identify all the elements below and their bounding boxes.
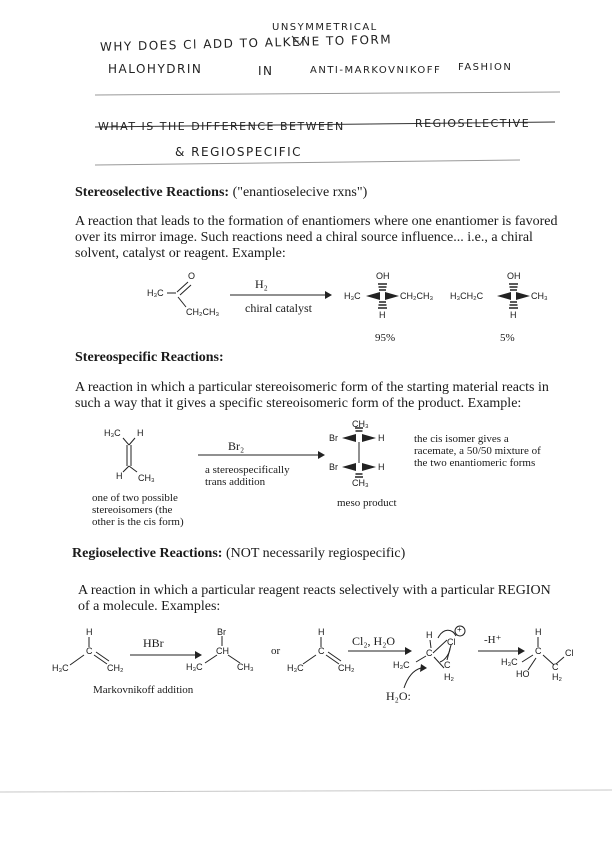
meso-product-label: meso product [337, 497, 397, 509]
stereospecific-body: A reaction in which a particular stereoisomeric form of the starting material reacts in such a way that it gives a specific stereoisomeric form of the product. Example: [75, 380, 549, 411]
regioselective-heading-note: (NOT necessarily regiospecific) [225, 546, 406, 561]
h2-reagent: H₂ [255, 277, 268, 291]
hw-line-1: WHY DOES Cl ADD TO ALKENE TO FORM [99, 32, 393, 54]
chiral-catalyst-label: chiral catalyst [245, 301, 312, 315]
hbr-reagent: HBr [143, 636, 164, 650]
hw-line-3b: REGIOSELECTIVE [415, 117, 531, 130]
hw-line-2a: HALOHYDRIN [108, 62, 203, 76]
stereoselective-heading-note: ("enantioselecive rxns") [232, 185, 368, 200]
markovnikoff-label: Markovnikoff addition [93, 684, 194, 696]
hw-line-4: & REGIOSPECIFIC [175, 145, 303, 159]
cl2-h2o-reagent: Cl₂, H₂O [352, 634, 396, 648]
or-label: or [271, 645, 281, 657]
water-nucleophile: H₂O: [386, 689, 411, 703]
hw-line-3a: WHAT IS THE DIFFERENCE BETWEEN [98, 120, 345, 133]
page: UNSYMMETRICAL WHY DOES Cl ADD TO ALKENE TO FORM HALOHYDRIN IN ANTI-MARKOVNIKOFF FASHION WHAT IS THE DIFFERENCE BETWEEN REGIOSELECTIVE & REGIOSPECIFIC Stereoselective Reactions: ("enantioselecive rxns") A reaction that leads to the formation of enantiomers where one enantiomer is favored over its mirror image. Such reactions need a chiral source influence... i.e., a chiral solvent, catalyst or reagent. Example: O H₃C CH₂CH₃ H₂ chiral catalyst OH H₃C CH₂CH₃ H 95% OH H₃CH₂C CH₃ H 5% Stereospecific Reactions: A reaction in which a particular stereoisomeric form of the starting material reacts in such a way that it gives a specific stereoisomeric form of the product. Example: H₃C H H CH₃ one of two possible stereoisomers (the other is the cis form) Br₂ a stereospecifically trans addition CH₃ Br H Br H CH₃ meso product the cis isomer gives a racemate, a 50/50 mixture of the two enantiomeric forms Regioselective Reactions: (NOT necessarily regiospecific) A reaction in which a particular reagent reacts selectively with a particular REGION of a molecule. Examples: H C H₃C CH₂ HBr Br CH H₃C CH₃ Markovnikoff addition or H C H₃C CH₂ Cl₂, H₂O H C Cl + H₃C C H₂ H₂O: -H⁺ H C H₃C HO C H₂ Cl [0, 0, 612, 842]
cis-isomer-note: the cis isomer gives a racemate, a 50/50 mixture of the two enantiomeric forms [414, 433, 541, 469]
deprotonation-label: -H⁺ [484, 634, 502, 646]
hw-line-2d: FASHION [458, 62, 513, 73]
positive-charge: + [457, 625, 462, 634]
hw-line-2b: IN [258, 64, 274, 78]
stereoselective-body: A reaction that leads to the formation of enantiomers where one enantiomer is favored over its mirror image. Such reactions need a chiral source influence... i.e., a chiral solvent, catalyst or reagent. Example: [75, 214, 558, 261]
stereoselective-heading: Stereoselective Reactions: ("enantioselecive rxns") [75, 185, 368, 200]
reactant-caption: one of two possible stereoisomers (the other is the cis form) [92, 492, 184, 528]
percent-major: 95% [375, 332, 396, 344]
regioselective-heading: Regioselective Reactions: (NOT necessarily regiospecific) [72, 546, 406, 561]
stereospecific-heading: Stereospecific Reactions: [75, 350, 224, 365]
br2-reagent: Br₂ [228, 439, 245, 453]
percent-minor: 5% [500, 332, 515, 344]
hw-line-2c: ANTI-MARKOVNIKOFF [310, 65, 442, 76]
regioselective-body: A reaction in which a particular reagent reacts selectively with a particular REGION of a molecule. Examples: [78, 583, 551, 614]
trans-addition-label: a stereospecifically trans addition [205, 464, 290, 488]
hw-insert-note: UNSYMMETRICAL [272, 22, 378, 33]
